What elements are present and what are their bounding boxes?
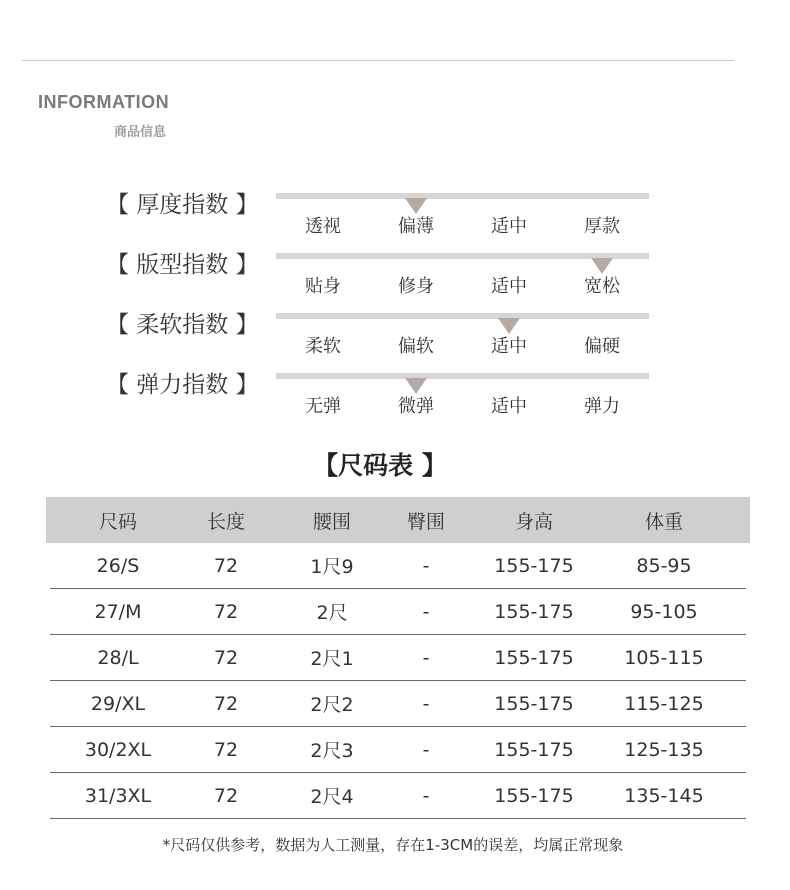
table-cell: 85-95 bbox=[636, 554, 692, 577]
index-option: 适中 bbox=[491, 396, 527, 417]
size-table bbox=[46, 497, 750, 819]
header-cell: 体重 bbox=[644, 510, 683, 533]
index-option: 适中 bbox=[491, 216, 527, 237]
table-cell: - bbox=[422, 554, 430, 577]
index-option: 修身 bbox=[398, 276, 434, 297]
table-cell: 72 bbox=[213, 784, 239, 807]
table-header bbox=[46, 497, 750, 543]
table-cell: 155-175 bbox=[494, 692, 574, 715]
table-row bbox=[50, 773, 746, 819]
header-cell: 长度 bbox=[206, 510, 245, 533]
index-option: 弹力 bbox=[584, 396, 620, 417]
thickness-index bbox=[0, 186, 790, 246]
elasticity-index bbox=[0, 366, 790, 426]
softness-index bbox=[0, 306, 790, 366]
section-title-cn: 商品信息 bbox=[114, 125, 167, 140]
index-option: 厚款 bbox=[584, 216, 620, 237]
table-cell: 2尺2 bbox=[310, 694, 354, 716]
table-cell: 28/L bbox=[97, 646, 139, 669]
section-title-en: INFORMATION bbox=[38, 92, 170, 112]
table-cell: 95-105 bbox=[630, 600, 698, 623]
index-track bbox=[276, 193, 649, 199]
table-cell: 30/2XL bbox=[84, 738, 152, 761]
index-option: 适中 bbox=[491, 336, 527, 357]
index-label: 【 厚度指数 】 bbox=[106, 192, 259, 218]
table-cell: 26/S bbox=[96, 554, 140, 577]
table-cell: 2尺3 bbox=[310, 740, 354, 762]
table-row bbox=[50, 589, 746, 635]
table-cell: - bbox=[422, 600, 430, 623]
table-cell: 1尺9 bbox=[310, 556, 354, 578]
table-cell: 155-175 bbox=[494, 600, 574, 623]
table-cell: 155-175 bbox=[494, 738, 574, 761]
index-option: 柔软 bbox=[305, 336, 341, 357]
header-cell: 尺码 bbox=[98, 510, 137, 533]
table-cell: 155-175 bbox=[494, 646, 574, 669]
table-cell: 155-175 bbox=[494, 784, 574, 807]
size-table-title: 【尺码表 】 bbox=[313, 451, 447, 480]
table-row bbox=[50, 543, 746, 589]
table-cell: 115-125 bbox=[624, 692, 704, 715]
table-cell: - bbox=[422, 784, 430, 807]
index-track bbox=[276, 373, 649, 379]
header-cell: 臀围 bbox=[406, 510, 445, 533]
table-cell: - bbox=[422, 646, 430, 669]
table-cell: 72 bbox=[213, 554, 239, 577]
table-cell: 72 bbox=[213, 738, 239, 761]
table-cell: 72 bbox=[213, 646, 239, 669]
header-cell: 腰围 bbox=[312, 510, 351, 533]
table-cell: 155-175 bbox=[494, 554, 574, 577]
table-cell: 125-135 bbox=[624, 738, 704, 761]
index-option: 适中 bbox=[491, 276, 527, 297]
index-option: 偏薄 bbox=[398, 216, 434, 237]
index-option: 偏硬 bbox=[584, 336, 620, 357]
table-cell: 2尺 bbox=[316, 602, 348, 624]
table-cell: - bbox=[422, 692, 430, 715]
table-cell: 31/3XL bbox=[84, 784, 152, 807]
index-label: 【 柔软指数 】 bbox=[106, 312, 259, 338]
table-cell: 29/XL bbox=[90, 692, 146, 715]
table-cell: - bbox=[422, 738, 430, 761]
table-row bbox=[50, 681, 746, 727]
index-option: 贴身 bbox=[305, 276, 341, 297]
table-cell: 2尺1 bbox=[310, 648, 354, 670]
index-option: 宽松 bbox=[584, 276, 620, 297]
table-row bbox=[50, 635, 746, 681]
table-cell: 2尺4 bbox=[310, 786, 354, 808]
index-option: 偏软 bbox=[398, 336, 434, 357]
index-label: 【 弹力指数 】 bbox=[106, 372, 259, 398]
index-label: 【 版型指数 】 bbox=[106, 252, 259, 278]
table-cell: 135-145 bbox=[624, 784, 704, 807]
top-divider bbox=[22, 60, 734, 61]
index-option: 微弹 bbox=[398, 396, 434, 417]
table-cell: 72 bbox=[213, 692, 239, 715]
table-cell: 72 bbox=[213, 600, 239, 623]
size-footnote: *尺码仅供参考，数据为人工测量，存在1-3CM的误差，均属正常现象 bbox=[162, 836, 624, 854]
index-option: 无弹 bbox=[305, 396, 341, 417]
index-track bbox=[276, 313, 649, 319]
table-cell: 105-115 bbox=[624, 646, 704, 669]
table-row bbox=[50, 727, 746, 773]
fit-index bbox=[0, 246, 790, 306]
table-cell: 27/M bbox=[94, 600, 142, 623]
index-option: 透视 bbox=[305, 216, 341, 237]
header-cell: 身高 bbox=[514, 510, 553, 533]
